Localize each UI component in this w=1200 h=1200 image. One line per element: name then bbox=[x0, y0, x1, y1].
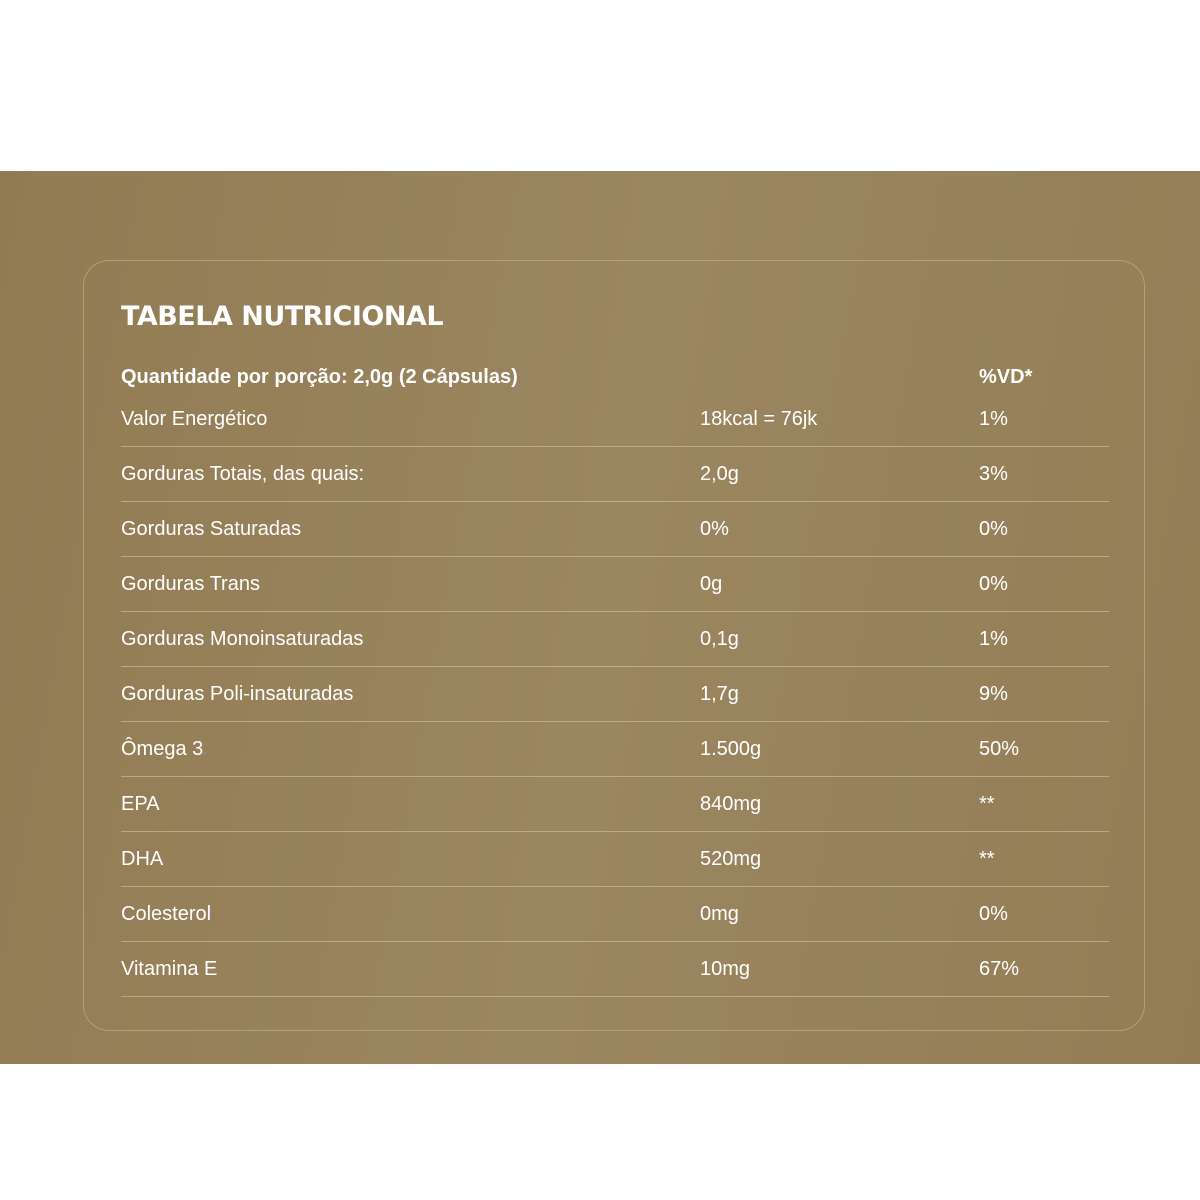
nutrient-name: Vitamina E bbox=[121, 958, 218, 980]
vd-header: %VD* bbox=[979, 366, 1033, 388]
table-row bbox=[121, 447, 1109, 502]
nutrient-vd: 9% bbox=[979, 683, 1008, 705]
portion-label: Quantidade por porção: 2,0g (2 Cápsulas) bbox=[121, 366, 518, 388]
nutrient-name: Ômega 3 bbox=[121, 738, 204, 760]
nutrient-vd: ** bbox=[979, 848, 995, 870]
nutrient-quantity: 1.500g bbox=[700, 738, 762, 760]
table-row bbox=[121, 557, 1109, 612]
nutrient-vd: 1% bbox=[979, 408, 1008, 430]
table-row bbox=[121, 392, 1109, 447]
nutrient-name: Gorduras Saturadas bbox=[121, 518, 302, 540]
table-row bbox=[121, 667, 1109, 722]
nutrient-quantity: 520mg bbox=[700, 848, 762, 870]
table-title: TABELA NUTRICIONAL bbox=[121, 301, 444, 332]
table-row bbox=[121, 887, 1109, 942]
nutrient-name: DHA bbox=[121, 848, 164, 870]
nutrient-quantity: 18kcal = 76jk bbox=[700, 408, 818, 430]
nutrient-name: Gorduras Trans bbox=[121, 573, 260, 595]
nutrient-name: Gorduras Totais, das quais: bbox=[121, 463, 365, 485]
nutrient-vd: ** bbox=[979, 793, 995, 815]
nutrient-quantity: 840mg bbox=[700, 793, 762, 815]
nutrition-rows bbox=[121, 392, 1109, 997]
table-row bbox=[121, 722, 1109, 777]
nutrient-quantity: 0% bbox=[700, 518, 729, 540]
nutrient-quantity: 1,7g bbox=[700, 683, 739, 705]
nutrient-quantity: 0g bbox=[700, 573, 723, 595]
nutrient-vd: 3% bbox=[979, 463, 1008, 485]
table-header-row bbox=[121, 362, 1109, 392]
nutrient-vd: 67% bbox=[979, 958, 1020, 980]
table-row bbox=[121, 777, 1109, 832]
nutrient-quantity: 10mg bbox=[700, 958, 751, 980]
table-row bbox=[121, 612, 1109, 667]
nutrient-name: Colesterol bbox=[121, 903, 212, 925]
nutrient-vd: 1% bbox=[979, 628, 1008, 650]
nutrient-name: EPA bbox=[121, 793, 160, 815]
table-row bbox=[121, 832, 1109, 887]
nutrient-vd: 0% bbox=[979, 573, 1008, 595]
table-row bbox=[121, 502, 1109, 557]
table-row bbox=[121, 942, 1109, 997]
nutrient-name: Valor Energético bbox=[121, 408, 268, 430]
nutrient-vd: 0% bbox=[979, 518, 1008, 540]
nutrient-quantity: 2,0g bbox=[700, 463, 739, 485]
nutrient-name: Gorduras Poli-insaturadas bbox=[121, 683, 354, 705]
nutrient-vd: 50% bbox=[979, 738, 1020, 760]
nutrient-name: Gorduras Monoinsaturadas bbox=[121, 628, 364, 650]
nutrient-quantity: 0mg bbox=[700, 903, 739, 925]
nutrient-vd: 0% bbox=[979, 903, 1008, 925]
nutrient-quantity: 0,1g bbox=[700, 628, 739, 650]
